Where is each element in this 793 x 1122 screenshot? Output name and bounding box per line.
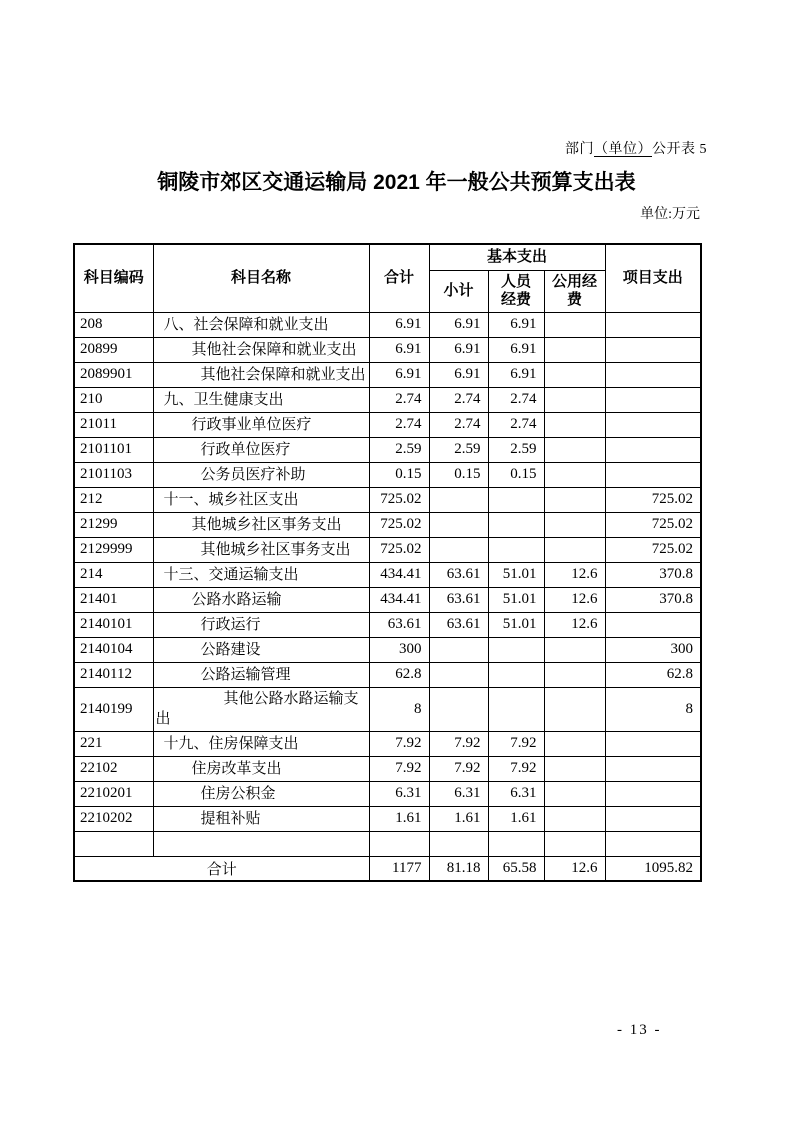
cell-personnel-funds: 51.01: [488, 562, 544, 587]
table-row: [74, 487, 701, 512]
cell-subject-name: 住房公积金: [153, 781, 369, 806]
cell-project-expenditure: [605, 806, 701, 831]
total-public: 12.6: [544, 856, 605, 881]
cell-project-expenditure: [605, 731, 701, 756]
cell-total: 2.59: [369, 437, 429, 462]
cell-personnel-funds: 6.91: [488, 337, 544, 362]
total-label: 合计: [74, 856, 369, 881]
table-row: [74, 462, 701, 487]
cell-subject-code: 2101101: [74, 437, 153, 462]
cell-project-expenditure: 62.8: [605, 662, 701, 687]
cell-basic-subtotal: [429, 637, 488, 662]
cell-subject-code: 2140199: [74, 687, 153, 731]
cell-personnel-funds: 1.61: [488, 806, 544, 831]
cell-subject-code: 221: [74, 731, 153, 756]
cell-project-expenditure: [605, 831, 701, 856]
cell-subject-name: 其他公路水路运输支出: [153, 687, 369, 731]
cell-basic-subtotal: 63.61: [429, 562, 488, 587]
cell-subject-name: 提租补贴: [153, 806, 369, 831]
cell-public-funds: [544, 512, 605, 537]
col-header-public-line2: 费: [567, 291, 583, 308]
table-row: [74, 587, 701, 612]
cell-subject-code: 208: [74, 312, 153, 337]
cell-basic-subtotal: [429, 687, 488, 731]
table-row: [74, 362, 701, 387]
col-header-personnel: [488, 270, 544, 312]
cell-total: 6.91: [369, 337, 429, 362]
table-header: [74, 244, 701, 312]
cell-subject-code: 2129999: [74, 537, 153, 562]
col-header-code: 科目编码: [74, 244, 153, 312]
cell-project-expenditure: [605, 337, 701, 362]
cell-public-funds: [544, 362, 605, 387]
cell-personnel-funds: 0.15: [488, 462, 544, 487]
cell-project-expenditure: [605, 312, 701, 337]
cell-personnel-funds: 6.91: [488, 312, 544, 337]
cell-subject-code: 214: [74, 562, 153, 587]
cell-project-expenditure: [605, 362, 701, 387]
col-header-public: [544, 270, 605, 312]
cell-project-expenditure: 370.8: [605, 587, 701, 612]
cell-total: 2.74: [369, 387, 429, 412]
cell-subject-code: 21401: [74, 587, 153, 612]
cell-total: 1.61: [369, 806, 429, 831]
cell-public-funds: [544, 437, 605, 462]
col-header-subtotal: 小计: [429, 270, 488, 312]
cell-public-funds: [544, 312, 605, 337]
total-sum: 1177: [369, 856, 429, 881]
col-header-public-line1: 公用经: [552, 273, 598, 290]
document-title: 铜陵市郊区交通运输局 2021 年一般公共预算支出表: [157, 171, 636, 194]
cell-total: 8: [369, 687, 429, 731]
cell-subject-name: 住房改革支出: [153, 756, 369, 781]
cell-subject-name: 公路水路运输: [153, 587, 369, 612]
cell-subject-code: 2101103: [74, 462, 153, 487]
cell-subject-code: 2140104: [74, 637, 153, 662]
total-basic-subtotal: 81.18: [429, 856, 488, 881]
cell-subject-name: 十九、住房保障支出: [153, 731, 369, 756]
cell-personnel-funds: 6.31: [488, 781, 544, 806]
col-header-project: 项目支出: [605, 244, 701, 312]
corner-label: [565, 138, 707, 158]
cell-public-funds: [544, 806, 605, 831]
cell-subject-code: 22102: [74, 756, 153, 781]
cell-basic-subtotal: 6.31: [429, 781, 488, 806]
cell-total: 2.74: [369, 412, 429, 437]
cell-subject-code: 2210202: [74, 806, 153, 831]
cell-total: 62.8: [369, 662, 429, 687]
table-footer: [74, 856, 701, 881]
cell-personnel-funds: 6.91: [488, 362, 544, 387]
cell-project-expenditure: [605, 412, 701, 437]
table-row: [74, 537, 701, 562]
cell-total: 7.92: [369, 731, 429, 756]
cell-total: [369, 831, 429, 856]
cell-total: 434.41: [369, 562, 429, 587]
table-row: [74, 337, 701, 362]
cell-basic-subtotal: 6.91: [429, 312, 488, 337]
cell-project-expenditure: [605, 756, 701, 781]
cell-public-funds: 12.6: [544, 587, 605, 612]
cell-public-funds: 12.6: [544, 612, 605, 637]
cell-personnel-funds: 2.74: [488, 412, 544, 437]
total-personnel: 65.58: [488, 856, 544, 881]
cell-total: 7.92: [369, 756, 429, 781]
table-row: [74, 756, 701, 781]
corner-prefix: 部门: [565, 142, 594, 157]
cell-project-expenditure: 725.02: [605, 487, 701, 512]
cell-subject-name: 行政运行: [153, 612, 369, 637]
cell-basic-subtotal: 6.91: [429, 362, 488, 387]
table-row: [74, 662, 701, 687]
cell-project-expenditure: 8: [605, 687, 701, 731]
cell-basic-subtotal: [429, 537, 488, 562]
cell-basic-subtotal: 6.91: [429, 337, 488, 362]
cell-subject-name: 十三、交通运输支出: [153, 562, 369, 587]
cell-subject-code: [74, 831, 153, 856]
table-row: [74, 437, 701, 462]
table-row: [74, 806, 701, 831]
cell-basic-subtotal: [429, 487, 488, 512]
cell-personnel-funds: 2.74: [488, 387, 544, 412]
cell-basic-subtotal: 2.74: [429, 387, 488, 412]
budget-table: [73, 243, 702, 882]
cell-project-expenditure: [605, 387, 701, 412]
cell-project-expenditure: [605, 437, 701, 462]
table-body: [74, 312, 701, 856]
table-row: [74, 612, 701, 637]
col-header-basic-group: 基本支出: [429, 244, 605, 270]
cell-public-funds: [544, 731, 605, 756]
cell-public-funds: [544, 687, 605, 731]
cell-project-expenditure: 725.02: [605, 512, 701, 537]
cell-project-expenditure: 725.02: [605, 537, 701, 562]
cell-public-funds: 12.6: [544, 562, 605, 587]
table-row: [74, 387, 701, 412]
unit-label: 单位:万元: [640, 207, 700, 222]
cell-personnel-funds: [488, 687, 544, 731]
cell-subject-code: 21011: [74, 412, 153, 437]
cell-total: 0.15: [369, 462, 429, 487]
cell-subject-name: [153, 831, 369, 856]
cell-personnel-funds: 51.01: [488, 587, 544, 612]
cell-total: 300: [369, 637, 429, 662]
cell-total: 6.31: [369, 781, 429, 806]
cell-personnel-funds: [488, 487, 544, 512]
cell-subject-name: 九、卫生健康支出: [153, 387, 369, 412]
cell-subject-code: 21299: [74, 512, 153, 537]
cell-basic-subtotal: 7.92: [429, 731, 488, 756]
cell-public-funds: [544, 781, 605, 806]
cell-basic-subtotal: 0.15: [429, 462, 488, 487]
cell-project-expenditure: [605, 612, 701, 637]
cell-basic-subtotal: 2.59: [429, 437, 488, 462]
cell-subject-code: 212: [74, 487, 153, 512]
cell-subject-code: 2140112: [74, 662, 153, 687]
cell-public-funds: [544, 337, 605, 362]
table-row: [74, 831, 701, 856]
cell-subject-name: 其他社会保障和就业支出: [153, 337, 369, 362]
cell-basic-subtotal: 2.74: [429, 412, 488, 437]
cell-subject-name: 行政事业单位医疗: [153, 412, 369, 437]
cell-personnel-funds: [488, 662, 544, 687]
cell-subject-name: 其他城乡社区事务支出: [153, 512, 369, 537]
table-row: [74, 312, 701, 337]
cell-subject-name: 行政单位医疗: [153, 437, 369, 462]
cell-basic-subtotal: 63.61: [429, 612, 488, 637]
cell-project-expenditure: [605, 462, 701, 487]
cell-public-funds: [544, 462, 605, 487]
cell-total: 63.61: [369, 612, 429, 637]
cell-personnel-funds: [488, 637, 544, 662]
cell-personnel-funds: 2.59: [488, 437, 544, 462]
corner-underlined: （单位）: [594, 142, 652, 157]
cell-basic-subtotal: 63.61: [429, 587, 488, 612]
col-header-personnel-line1: 人员: [500, 273, 531, 290]
cell-basic-subtotal: [429, 512, 488, 537]
cell-public-funds: [544, 662, 605, 687]
cell-public-funds: [544, 637, 605, 662]
cell-project-expenditure: 300: [605, 637, 701, 662]
cell-personnel-funds: 51.01: [488, 612, 544, 637]
cell-total: 725.02: [369, 487, 429, 512]
cell-subject-name: 十一、城乡社区支出: [153, 487, 369, 512]
cell-total: 725.02: [369, 512, 429, 537]
cell-subject-name: 其他城乡社区事务支出: [153, 537, 369, 562]
table-row: [74, 731, 701, 756]
cell-public-funds: [544, 387, 605, 412]
cell-subject-code: 2140101: [74, 612, 153, 637]
cell-subject-code: 2089901: [74, 362, 153, 387]
total-row: [74, 856, 701, 881]
cell-basic-subtotal: [429, 662, 488, 687]
cell-subject-name: 公务员医疗补助: [153, 462, 369, 487]
corner-suffix: 公开表 5: [652, 142, 707, 157]
cell-total: 434.41: [369, 587, 429, 612]
page-number: - 13 -: [617, 1022, 662, 1038]
col-header-personnel-line2: 经费: [500, 291, 531, 308]
cell-basic-subtotal: 1.61: [429, 806, 488, 831]
cell-basic-subtotal: [429, 831, 488, 856]
cell-total: 6.91: [369, 312, 429, 337]
cell-personnel-funds: 7.92: [488, 756, 544, 781]
cell-subject-code: 210: [74, 387, 153, 412]
cell-public-funds: [544, 537, 605, 562]
table-row: [74, 512, 701, 537]
table-row: [74, 781, 701, 806]
col-header-name: 科目名称: [153, 244, 369, 312]
header-row-1: [74, 244, 701, 270]
col-header-total: 合计: [369, 244, 429, 312]
cell-basic-subtotal: 7.92: [429, 756, 488, 781]
cell-subject-name: 公路建设: [153, 637, 369, 662]
cell-personnel-funds: [488, 537, 544, 562]
cell-public-funds: [544, 487, 605, 512]
cell-subject-code: 20899: [74, 337, 153, 362]
cell-personnel-funds: 7.92: [488, 731, 544, 756]
cell-project-expenditure: [605, 781, 701, 806]
cell-subject-code: 2210201: [74, 781, 153, 806]
table-row: [74, 412, 701, 437]
table-row: [74, 637, 701, 662]
table-row: [74, 687, 701, 731]
cell-public-funds: [544, 831, 605, 856]
cell-subject-name: 公路运输管理: [153, 662, 369, 687]
cell-total: 725.02: [369, 537, 429, 562]
total-project: 1095.82: [605, 856, 701, 881]
cell-subject-name: 其他社会保障和就业支出: [153, 362, 369, 387]
table-row: [74, 562, 701, 587]
cell-personnel-funds: [488, 831, 544, 856]
cell-subject-name: 八、社会保障和就业支出: [153, 312, 369, 337]
cell-total: 6.91: [369, 362, 429, 387]
cell-public-funds: [544, 756, 605, 781]
cell-project-expenditure: 370.8: [605, 562, 701, 587]
cell-personnel-funds: [488, 512, 544, 537]
cell-public-funds: [544, 412, 605, 437]
